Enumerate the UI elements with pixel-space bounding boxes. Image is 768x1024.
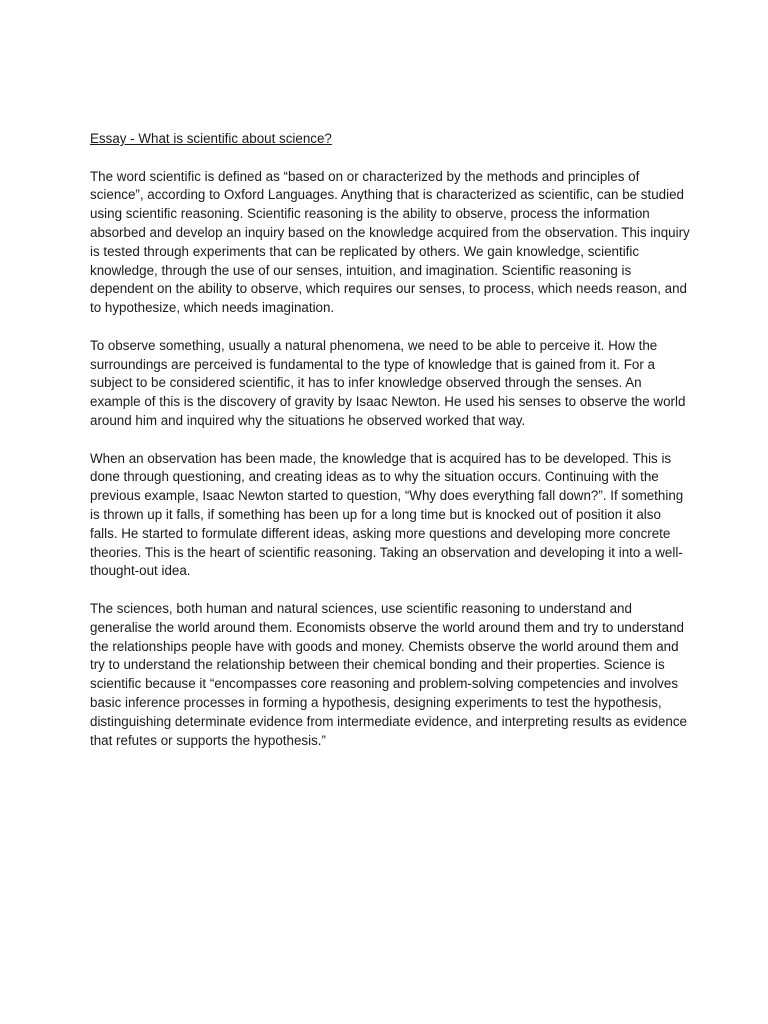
paragraph-definition: The word scientific is defined as “based on or characterized by the methods and principles of science”, according to Oxford Languages. Anything that is characterized as scientific, can be studied using scientific reasoning. Scientific reasoning is the ability to observe, process the information absorbed and develop an inquiry based on the knowledge acquired from the observation. This inquiry is tested through experiments that can be replicated by others. We gain knowledge, scientific knowledge, through the use of our senses, intuition, and imagination. Scientific reasoning is dependent on the ability to observe, which requires our senses, to process, which needs reason, and to hypothesize, which needs imagination. [90, 168, 690, 316]
essay-title: Essay - What is scientific about science? [90, 131, 332, 146]
paragraph-sciences: The sciences, both human and natural sciences, use scientific reasoning to understand and generalise the world around them. Economists observe the world around them and try to understand the relationships people have with goods and money. Chemists observe the world around them and try to understand the relationship between their chemical bonding and their properties. Science is scientific because it “encompasses core reasoning and problem-solving competencies and involves basic inference processes in forming a hypothesis, designing experiments to test the hypothesis, distinguishing determinate evidence from intermediate evidence, and interpreting results as evidence that refutes or supports the hypothesis.” [90, 600, 687, 748]
paragraph-development: When an observation has been made, the knowledge that is acquired has to be developed. This is done through questioning, and creating ideas as to why the situation occurs. Continuing with the previous example, Isaac Newton started to question, “Why does everything fall down?”. If something is thrown up it falls, if something has been up for a long time but is knocked out of position it also falls. He started to formulate different ideas, asking more questions and developing more concrete theories. This is the heart of scientific reasoning. Taking an observation and developing it into a well-thought-out idea. [90, 450, 684, 579]
essay-body [90, 130, 690, 769]
paragraph-observation: To observe something, usually a natural phenomena, we need to be able to perceive it. How the surroundings are perceived is fundamental to the type of knowledge that is gained from it. For a subject to be considered scientific, it has to infer knowledge observed through the senses. An example of this is the discovery of gravity by Isaac Newton. He used his senses to observe the world around him and inquired why the situations he observed worked that way. [90, 337, 686, 428]
